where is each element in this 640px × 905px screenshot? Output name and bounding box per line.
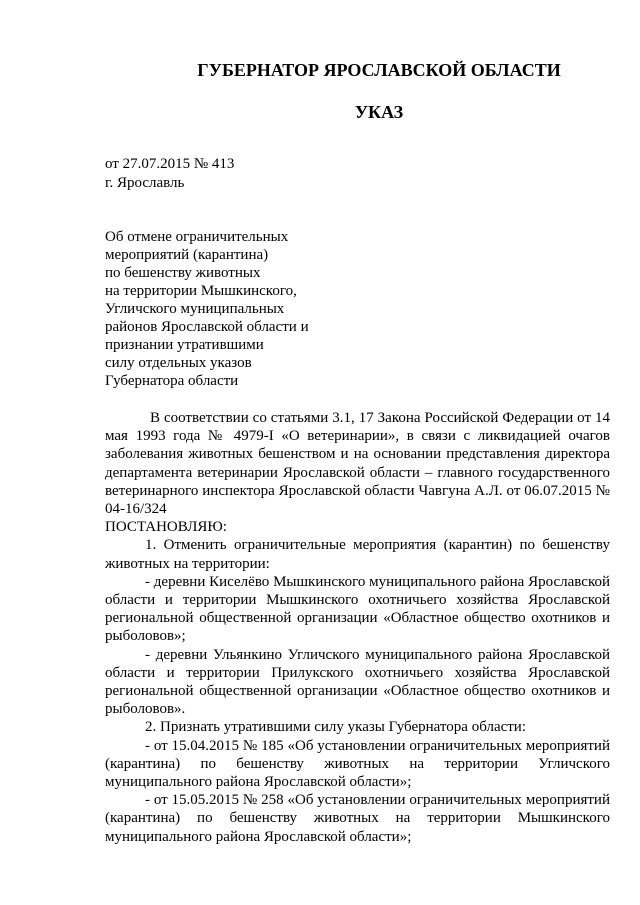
document-body: [105, 409, 610, 846]
item-1-a: - деревни Киселёво Мышкинского муниципального района Ярославской области и территории Мышкинского охотничьего хозяйства Ярославской региональной общественной организации «Областное общество охотников и рыболовов»;: [105, 573, 610, 645]
item-2-b: - от 15.05.2015 № 258 «Об установлении ограничительных мероприятий (карантина) по бешенству животных на территории Мышкинского муниципального района Ярославской области»;: [105, 792, 610, 845]
item-2: 2. Признать утратившими силу указы Губернатора области:: [145, 719, 527, 736]
subject-line: по бешенству животных: [105, 265, 261, 281]
preamble-paragraph: В соответствии со статьями 3.1, 17 Закона Российской Федерации от 14 мая 1993 года № 4979-I «О ветеринарии», в связи с ликвидацией очагов заболевания животных бешенством и на основании представления директора департамента ветеринарии Ярославской области – главного государственного ветеринарного инспектора Ярославской области Чавгуна А.Л. от 06.07.2015 № 04-16/324: [105, 410, 610, 518]
document-subject: [105, 228, 309, 390]
place: г. Ярославль: [105, 175, 185, 191]
subject-line: Об отмене ограничительных: [105, 229, 289, 245]
document-meta: [105, 155, 234, 193]
date-number: от 27.07.2015 № 413: [105, 156, 235, 172]
subject-line: силу отдельных указов: [105, 355, 252, 371]
subject-line: на территории Мышкинского,: [105, 283, 297, 299]
item-1-b: - деревни Ульянкино Угличского муниципального района Ярославской области и территории Прилукского охотничьего хозяйства Ярославской региональной общественной организации «Областное общество охотников и рыболовов».: [105, 646, 610, 718]
subject-line: признании утратившими: [105, 337, 264, 353]
document-type: УКАЗ: [354, 102, 404, 122]
subject-line: районов Ярославской области и: [105, 319, 309, 335]
subject-line: Угличского муниципальных: [105, 301, 285, 317]
decree-word: ПОСТАНОВЛЯЮ:: [105, 519, 227, 536]
item-2-a: - от 15.04.2015 № 185 «Об установлении ограничительных мероприятий (карантина) по бешенству животных на территории Угличского муниципального района Ярославской области»;: [105, 737, 610, 791]
subject-line: Губернатора области: [105, 373, 239, 389]
subject-line: мероприятий (карантина): [105, 247, 269, 263]
issuer-title: ГУБЕРНАТОР ЯРОСЛАВСКОЙ ОБЛАСТИ: [197, 60, 561, 80]
item-1: 1. Отменить ограничительные мероприятия (карантин) по бешенству животных на территории:: [105, 537, 610, 572]
